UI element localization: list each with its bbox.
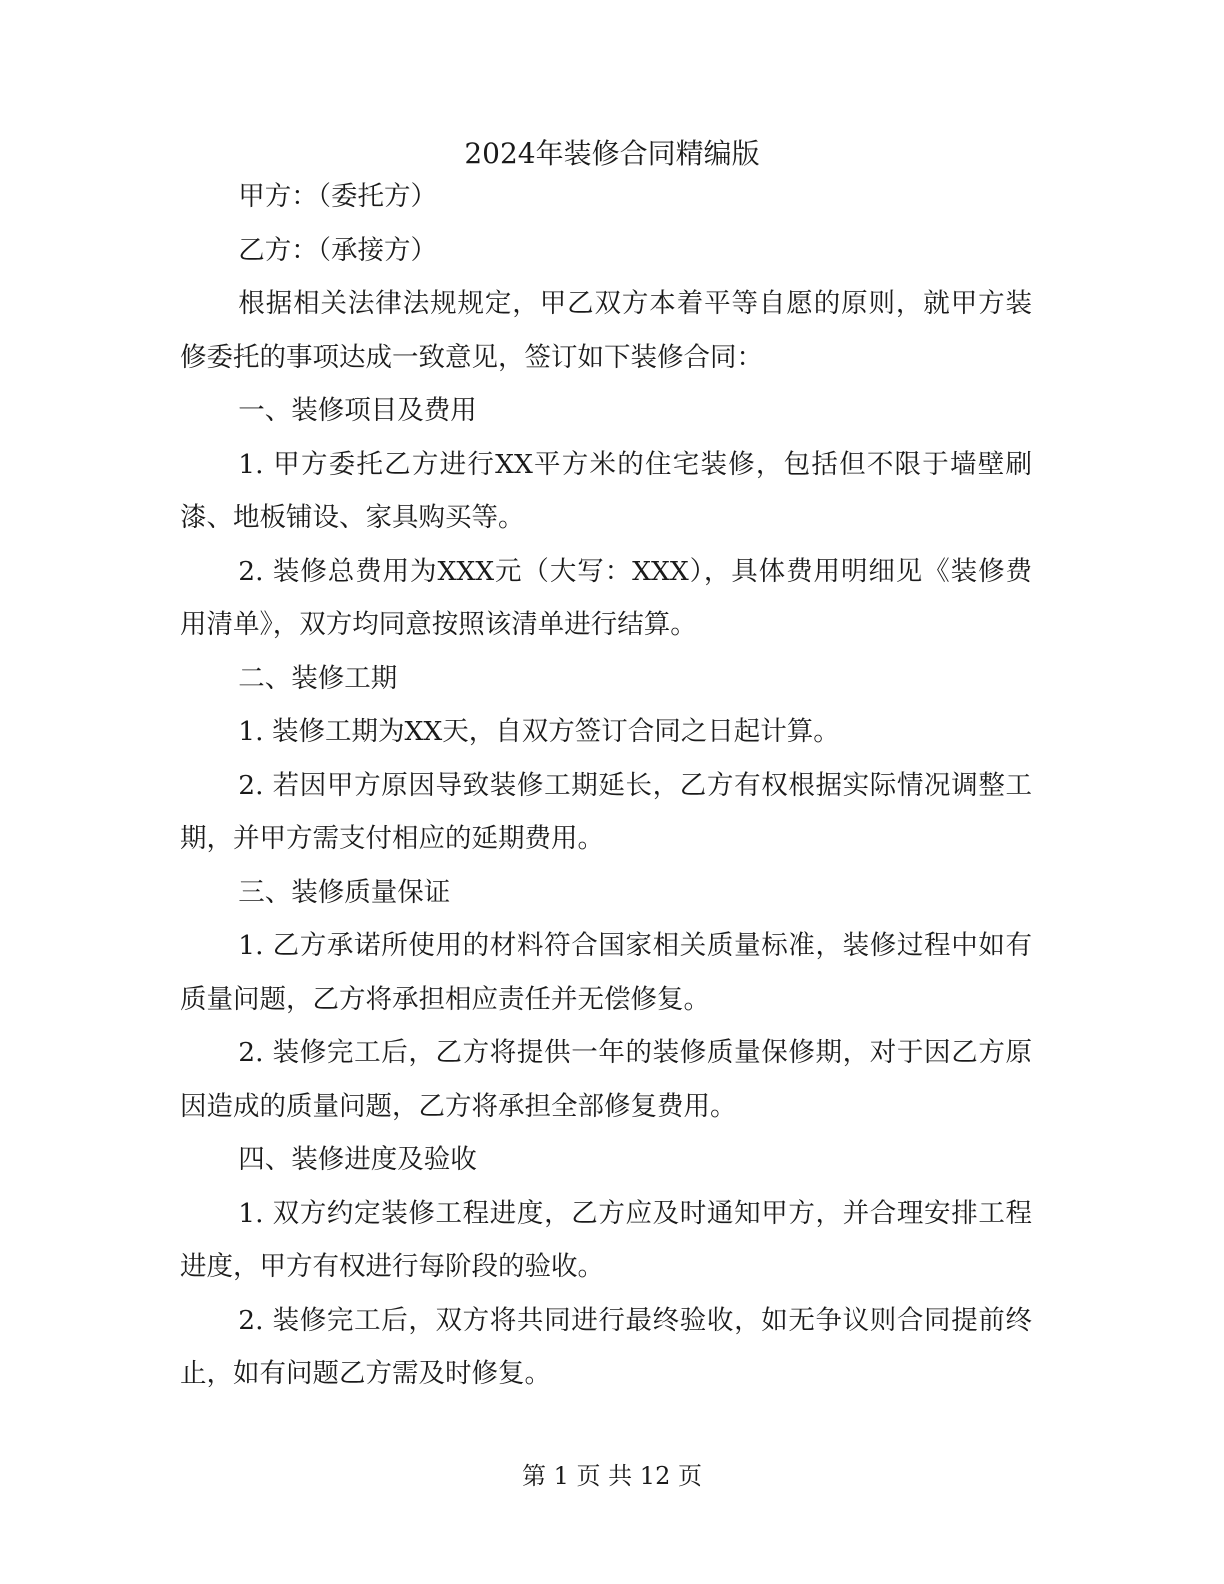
- clause-2-2: 2. 若因甲方原因导致装修工期延长，乙方有权根据实际情况调整工期，并甲方需支付相应的延期费用。: [180, 769, 1032, 854]
- clause-4-1: 1. 双方约定装修工程进度，乙方应及时通知甲方，并合理安排工程进度，甲方有权进行每阶段的验收。: [180, 1197, 1032, 1282]
- clause-2-1: 1. 装修工期为XX天，自双方签订合同之日起计算。: [238, 716, 840, 747]
- preamble-paragraph: 根据相关法律法规规定，甲乙双方本着平等自愿的原则，就甲方装修委托的事项达成一致意见，签订如下装修合同：: [180, 288, 1032, 373]
- clause-1-1: 1. 甲方委托乙方进行XX平方米的住宅装修，包括但不限于墙壁刷漆、地板铺设、家具购买等。: [180, 448, 1032, 533]
- clause-4-2: 2. 装修完工后，双方将共同进行最终验收，如无争议则合同提前终止，如有问题乙方需及时修复。: [180, 1304, 1032, 1389]
- clause-3-2: 2. 装修完工后，乙方将提供一年的装修质量保修期，对于因乙方原因造成的质量问题，乙方将承担全部修复费用。: [180, 1037, 1032, 1122]
- party-b-line: 乙方：（承接方）: [238, 234, 438, 266]
- document-body: [180, 170, 1032, 1401]
- page-number-footer: 第 1 页 共 12 页: [522, 1462, 702, 1490]
- clause-1-2: 2. 装修总费用为XXX元（大写：XXX），具体费用明细见《装修费用清单》，双方均同意按照该清单进行结算。: [180, 555, 1032, 640]
- section-heading-4: 四、装修进度及验收: [238, 1144, 477, 1175]
- clause-3-1: 1. 乙方承诺所使用的材料符合国家相关质量标准，装修过程中如有质量问题，乙方将承担相应责任并无偿修复。: [180, 930, 1032, 1015]
- party-a-line: 甲方：（委托方）: [238, 181, 438, 212]
- section-heading-2: 二、装修工期: [238, 662, 398, 694]
- page-title: 2024年装修合同精编版: [464, 137, 760, 170]
- section-heading-3: 三、装修质量保证: [238, 876, 451, 908]
- section-heading-1: 一、装修项目及费用: [238, 395, 477, 426]
